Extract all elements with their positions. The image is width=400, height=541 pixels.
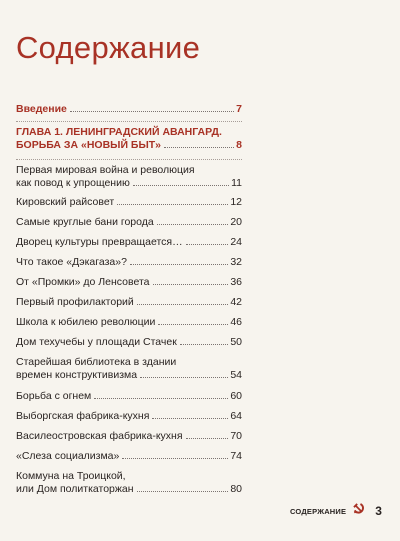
dot-leader	[70, 111, 234, 112]
toc-entry-title: Дом техучебы у площади Стачек	[16, 336, 177, 348]
dot-leader	[130, 264, 228, 265]
toc-entry	[16, 336, 242, 349]
dot-leader	[158, 324, 228, 325]
toc-entry	[16, 216, 242, 229]
toc-page-number: 8	[236, 139, 242, 151]
toc-page-number: 46	[230, 316, 242, 328]
toc-page-number: 74	[230, 450, 242, 462]
toc-page-number: 20	[230, 216, 242, 228]
toc-entry	[16, 410, 242, 423]
running-header: СОДЕРЖАНИЕ	[290, 506, 347, 516]
toc-page-number: 54	[230, 369, 242, 381]
toc-page-number: 64	[230, 410, 242, 422]
dot-leader	[94, 398, 228, 399]
toc-entry	[16, 390, 242, 403]
toc-entry-title: Первая мировая война и революция	[16, 164, 195, 176]
page-title: Содержание	[16, 30, 201, 65]
toc-entry-title: Что такое «Дэкагаза»?	[16, 256, 127, 268]
toc-page-number: 11	[231, 177, 242, 189]
toc-entry	[16, 276, 242, 289]
toc-entry	[16, 296, 242, 309]
toc-entry-title: Василеостровская фабрика-кухня	[16, 430, 183, 442]
dot-leader	[180, 344, 229, 345]
divider	[16, 159, 242, 160]
toc-entry-title: БОРЬБА ЗА «НОВЫЙ БЫТ»	[16, 139, 161, 151]
toc-entry	[16, 356, 242, 382]
dot-leader	[117, 204, 228, 205]
toc-entry	[16, 196, 242, 209]
toc-page-number: 70	[230, 430, 242, 442]
toc-page-number: 12	[230, 196, 242, 208]
page-number: 3	[375, 504, 382, 518]
dot-leader	[140, 377, 228, 378]
toc-entry-title: От «Промки» до Ленсовета	[16, 276, 150, 288]
toc-entry-title: Кировский райсовет	[16, 196, 115, 208]
toc-entry	[16, 316, 242, 329]
toc-entry-title: Первый профилакторий	[16, 296, 134, 308]
toc-page-number: 24	[230, 236, 242, 248]
dot-leader	[186, 244, 229, 245]
toc-entry-title: Старейшая библиотека в здании	[16, 356, 177, 368]
toc-entry	[16, 470, 242, 496]
hammer-and-sickle-icon	[352, 502, 365, 520]
toc-entry-title: Школа к юбилею революции	[16, 316, 156, 328]
divider	[16, 121, 242, 122]
dot-leader	[137, 304, 229, 305]
toc-entry	[16, 103, 242, 116]
toc-entry-title: или Дом политкаторжан	[16, 483, 134, 495]
dot-leader	[186, 438, 229, 439]
toc-page-number: 32	[230, 256, 242, 268]
dot-leader	[157, 224, 229, 225]
toc-entry-title: Борьба с огнем	[16, 390, 92, 402]
toc-entry	[16, 236, 242, 249]
dot-leader	[164, 147, 234, 148]
toc-entry-title: времен конструктивизма	[16, 369, 138, 381]
toc-page-number: 80	[230, 483, 242, 495]
toc-entry-title: как повод к упрощению	[16, 177, 130, 189]
toc-entry-title: ГЛАВА 1. ЛЕНИНГРАДСКИЙ АВАНГАРД.	[16, 126, 222, 138]
toc-entry-title: Дворец культуры превращается…	[16, 236, 183, 248]
toc-page-number: 50	[230, 336, 242, 348]
page-footer	[290, 502, 382, 520]
toc-entry	[16, 256, 242, 269]
dot-leader	[133, 185, 229, 186]
toc-page-number: 7	[236, 103, 242, 115]
toc-entry	[16, 126, 242, 152]
toc-entry	[16, 430, 242, 443]
toc-page-number: 36	[230, 276, 242, 288]
dot-leader	[152, 418, 228, 419]
toc-entry	[16, 164, 242, 190]
dot-leader	[153, 284, 229, 285]
toc-entry-title: Коммуна на Троицкой,	[16, 470, 126, 482]
toc-entry-title: Введение	[16, 103, 67, 115]
toc-entry	[16, 450, 242, 463]
toc-entry-title: Выборгская фабрика-кухня	[16, 410, 150, 422]
toc-entry-title: Самые круглые бани города	[16, 216, 154, 228]
toc-entry-title: «Слеза социализма»	[16, 450, 120, 462]
dot-leader	[137, 491, 229, 492]
toc-page-number: 42	[230, 296, 242, 308]
dot-leader	[122, 458, 228, 459]
toc-page-number: 60	[230, 390, 242, 402]
